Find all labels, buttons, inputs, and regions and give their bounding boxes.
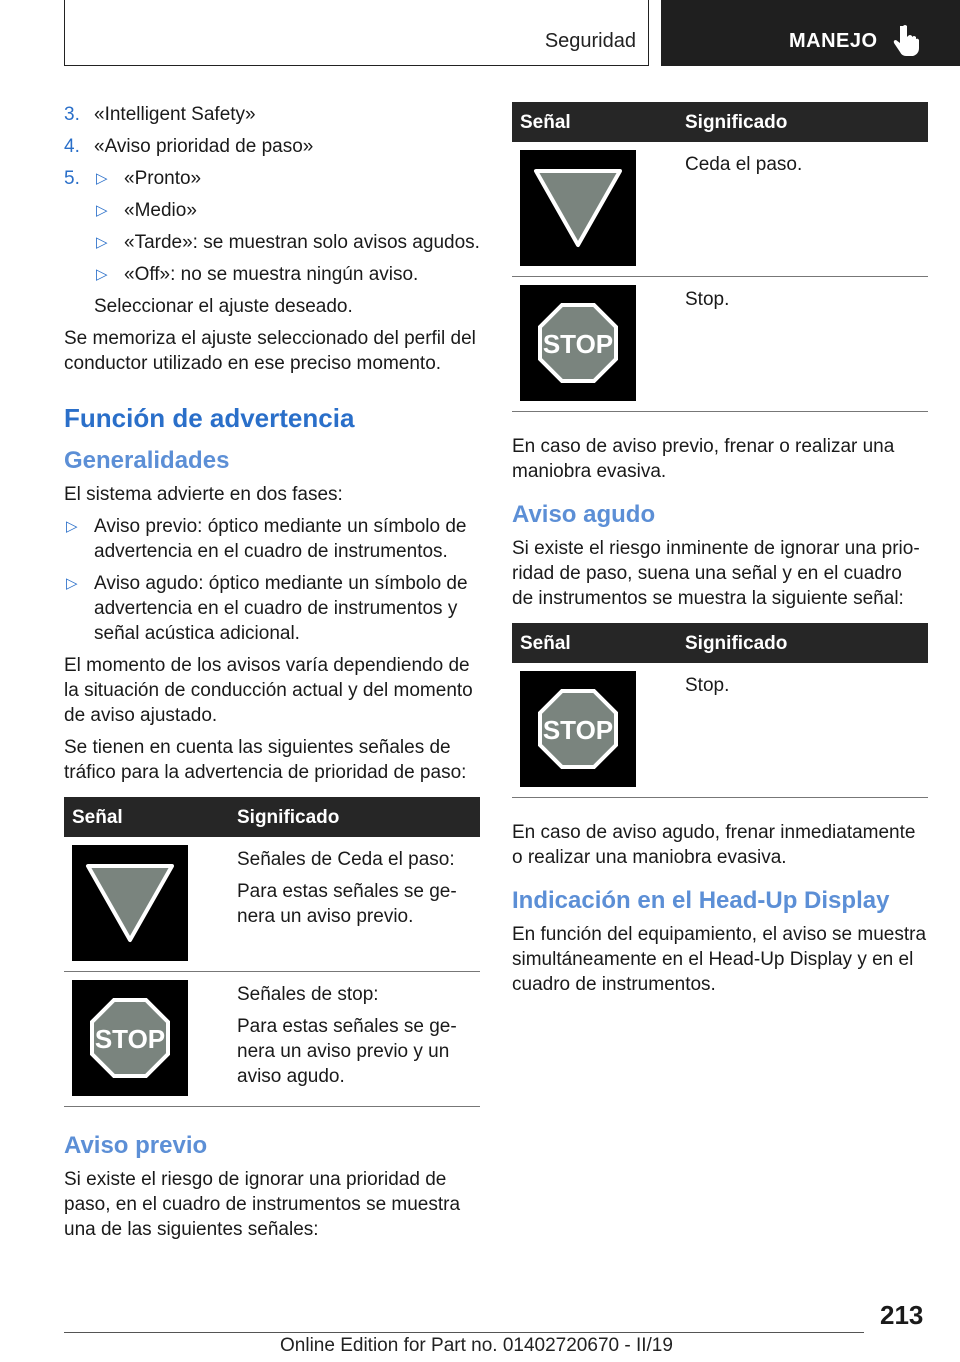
col-senal: Señal bbox=[64, 797, 229, 837]
heading-generalidades: Generalidades bbox=[64, 447, 230, 474]
svg-text:STOP: STOP bbox=[94, 1024, 166, 1054]
table-row: STOP Stop. bbox=[512, 663, 928, 798]
stop-sign-icon bbox=[72, 980, 188, 1096]
previo-after: En caso de aviso previo, frenar o realizar una maniobra evasiva. bbox=[512, 436, 895, 482]
svg-text:STOP: STOP bbox=[542, 715, 614, 745]
yield-sign-icon bbox=[520, 150, 636, 266]
triangle-bullet-icon: ▷ bbox=[96, 266, 108, 283]
table-row: STOP Stop. bbox=[512, 277, 928, 412]
select-instruction: Seleccionar el ajuste deseado. bbox=[94, 296, 353, 317]
header-section-title: Seguridad bbox=[544, 30, 636, 52]
heading-aviso-previo: Aviso previo bbox=[64, 1132, 208, 1159]
option-item: ▷ «Medio» bbox=[96, 200, 197, 221]
header-chapter-title: MANEJO bbox=[789, 30, 878, 52]
footer-edition: Online Edition for Part no. 01402720670 - II/19 bbox=[280, 1335, 673, 1356]
col-significado: Significado bbox=[677, 102, 928, 142]
list-item: 4. «Aviso prioridad de paso» bbox=[64, 136, 314, 157]
previo-signals-table bbox=[512, 102, 928, 412]
heading-head-up-display: Indicación en el Head-Up Display bbox=[512, 887, 890, 914]
general-intro: El sistema advierte en dos fases: bbox=[64, 484, 343, 505]
col-senal: Señal bbox=[512, 102, 677, 142]
hud-paragraph: En función del equipamiento, el aviso se muestra simultáneamente en el Head-Up Display y en el cuadro de instrumentos. bbox=[512, 924, 927, 995]
heading-funcion-advertencia: Función de advertencia bbox=[64, 403, 355, 433]
yield-sign-icon bbox=[72, 845, 188, 961]
agudo-signals-table bbox=[512, 623, 928, 798]
col-senal: Señal bbox=[512, 623, 677, 663]
table-row: STOP Señales de stop: Para estas señales se genera un aviso previo y un aviso agudo. bbox=[64, 972, 480, 1107]
hand-pointer-icon bbox=[893, 24, 921, 56]
svg-text:STOP: STOP bbox=[542, 329, 614, 359]
table-header-row bbox=[512, 623, 928, 663]
table-row: Ceda el paso. bbox=[512, 142, 928, 277]
agudo-after: En caso de aviso agudo, frenar inmediatamente o realizar una maniobra evasiva. bbox=[512, 822, 916, 868]
bullet-item: ▷ Aviso previo: óptico mediante un símbolo de advertencia en el cuadro de instrumentos. bbox=[66, 516, 467, 562]
triangle-bullet-icon: ▷ bbox=[66, 575, 78, 592]
triangle-bullet-icon: ▷ bbox=[66, 518, 78, 535]
triangle-bullet-icon: ▷ bbox=[96, 234, 108, 251]
col-significado: Significado bbox=[677, 623, 928, 663]
option-item: ▷ «Tarde»: se muestran solo avisos agudos. bbox=[96, 232, 480, 253]
table-row: Señales de Ceda el paso: Para estas señales se genera un aviso previo. bbox=[64, 837, 480, 972]
option-item: ▷ «Pronto» bbox=[96, 168, 202, 189]
signals-intro: Se tienen en cuenta las siguientes señales de tráfico para la advertencia de prioridad de paso: bbox=[64, 737, 467, 783]
memo-paragraph: Se memoriza el ajuste seleccionado del perfil del conductor utilizado en ese preciso momento. bbox=[64, 328, 476, 374]
moment-paragraph: El momento de los avisos varía dependiendo de la situación de conducción actual y del momento de aviso ajustado. bbox=[64, 655, 473, 726]
heading-aviso-agudo: Aviso agudo bbox=[512, 501, 656, 528]
list-item: 3. «Intelligent Safety» bbox=[64, 104, 256, 125]
triangle-bullet-icon: ▷ bbox=[96, 202, 108, 219]
option-item: ▷ «Off»: no se muestra ningún aviso. bbox=[96, 264, 419, 285]
table-header-row bbox=[512, 102, 928, 142]
stop-sign-icon bbox=[520, 285, 636, 401]
page-number: 213 bbox=[880, 1300, 924, 1330]
agudo-paragraph: Si existe el riesgo inminente de ignorar una prioridad de paso, suena una señal y en el cuadro de instrumentos se muestra la siguiente señal: bbox=[512, 538, 920, 609]
previo-paragraph: Si existe el riesgo de ignorar una prioridad de paso, en el cuadro de instrumentos se muestra una de las siguientes señales: bbox=[64, 1169, 461, 1240]
header-chapter-box bbox=[661, 0, 960, 66]
header-section-box bbox=[64, 0, 649, 66]
list-item: 5. ▷ «Pronto» ▷ «Medio» ▷ «Tarde»: se muestran solo avisos agudos. ▷ «Off»: no se muestra ningún aviso. Seleccionar el ajuste deseado. bbox=[64, 168, 480, 317]
stop-sign-icon bbox=[520, 671, 636, 787]
col-significado: Significado bbox=[229, 797, 480, 837]
left-column bbox=[64, 102, 480, 1249]
footer-divider bbox=[64, 1332, 864, 1333]
bullet-item: ▷ Aviso agudo: óptico mediante un símbolo de advertencia en el cuadro de instrumentos y señal acústica adicional. bbox=[66, 573, 468, 644]
triangle-bullet-icon: ▷ bbox=[96, 170, 108, 187]
signals-table bbox=[64, 797, 480, 1107]
table-header-row bbox=[64, 797, 480, 837]
right-column bbox=[512, 102, 928, 1004]
